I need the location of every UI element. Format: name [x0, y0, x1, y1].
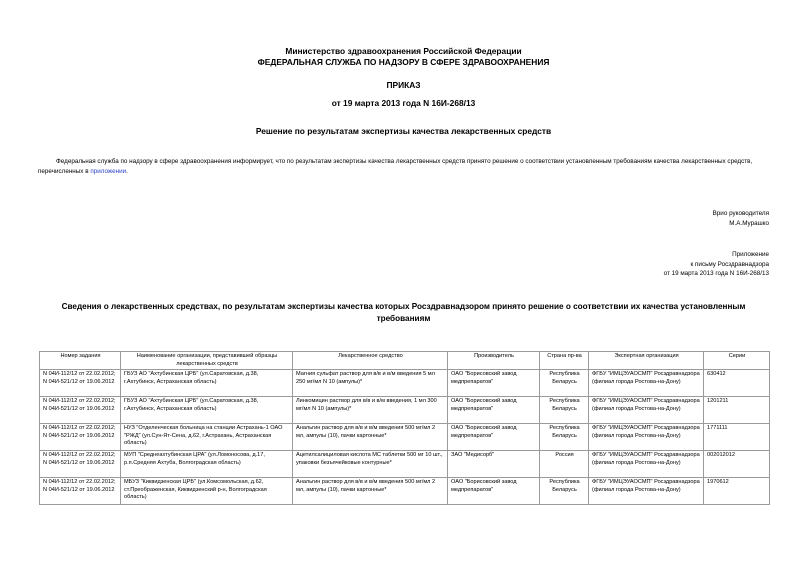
- column-header-maker: Производитель: [448, 352, 540, 370]
- service-title: ФЕДЕРАЛЬНАЯ СЛУЖБА ПО НАДЗОРУ В СФЕРЕ ЗДРАВООХРАНЕНИЯ: [257, 57, 550, 67]
- column-header-country: Страна пр-ва: [540, 352, 589, 370]
- org-cell: МУП "Среднеахтубинская ЦРА" (ул.Ломоносова, д.17, р.п.Средняя Ахтуба, Волгоградская область): [121, 451, 293, 478]
- table-header-row: [40, 352, 770, 370]
- org-cell: ГБУЗ АО "Ахтубинская ЦРБ" (ул.Саратовская, д.38, г.Ахтубинск, Астраханская область): [121, 397, 293, 424]
- task-cell: N 04И-112/12 от 22.02.2012; N 04И-521/12 от 19.06.2012: [40, 424, 121, 451]
- task-cell: N 04И-112/12 от 22.02.2012; N 04И-521/12 от 19.06.2012: [40, 397, 121, 424]
- expert-cell: ФГБУ "ИМЦЭУАОСМП" Росздравнадзора (филиал города Ростова-на-Дону): [589, 397, 704, 424]
- ministry-title: Министерство здравоохранения Российской Федерации: [285, 46, 522, 56]
- series-cell: 1201211: [704, 397, 770, 424]
- country-cell: Республика Беларусь: [540, 424, 589, 451]
- signature-name: М.А.Мурашко: [729, 219, 769, 227]
- intro-paragraph: [38, 157, 771, 177]
- country-cell: Республика Беларусь: [540, 370, 589, 397]
- task-cell: N 04И-112/12 от 22.02.2012; N 04И-521/12 от 19.06.2012: [40, 451, 121, 478]
- expert-cell: ФГБУ "ИМЦЭУАОСМП" Росздравнадзора (филиал города Ростова-на-Дону): [589, 451, 704, 478]
- document-type: ПРИКАЗ: [386, 80, 421, 90]
- table-row: [40, 397, 770, 424]
- maker-cell: ОАО "Борисовский завод медпрепаратов": [448, 478, 540, 505]
- intro-text: Федеральная служба по надзору в сфере здравоохранения информирует, что по результатам экспертизы качества лекарственных средств принято решение о соответствии установленным требованиям качества лекарственных средств, перечисленных в: [38, 158, 753, 175]
- task-cell: N 04И-112/12 от 22.02.2012; N 04И-521/12 от 19.06.2012: [40, 370, 121, 397]
- expert-cell: ФГБУ "ИМЦЭУАОСМП" Росздравнадзора (филиал города Ростова-на-Дону): [589, 478, 704, 505]
- series-cell: 002012012: [704, 451, 770, 478]
- org-cell: НУЗ "Отделенческая больница на станции Астрахань-1 ОАО "РЖД" (ул.Сун-Ят-Сена, д.62, г.Астрахань, Астраханская область): [121, 424, 293, 451]
- series-cell: 630412: [704, 370, 770, 397]
- task-cell: N 04И-112/12 от 22.02.2012; N 04И-521/12 от 19.06.2012: [40, 478, 121, 505]
- org-cell: МБУЗ "Киквидзенская ЦРБ" (ул.Комсомольская, д.62, ст.Преображенская, Киквидзенский р-н, Волгоградская область): [121, 478, 293, 505]
- table-row: [40, 478, 770, 505]
- column-header-org: Наименование организации, представившей образцы лекарственных средств: [121, 352, 293, 370]
- table-row: [40, 424, 770, 451]
- maker-cell: ОАО "Борисовский завод медпрепаратов": [448, 424, 540, 451]
- column-header-drug: Лекарственное средство: [293, 352, 448, 370]
- drug-cell: Анальгин раствор для в/в и в/м введения 500 мг/мл 2 мл, ампулы (10), пачки картонные*: [293, 424, 448, 451]
- document-date: от 19 марта 2013 года N 16И-268/13: [331, 98, 476, 108]
- maker-cell: ЗАО "Медисорб": [448, 451, 540, 478]
- appendix-link[interactable]: приложении: [90, 168, 127, 175]
- drug-cell: Магния сульфат раствор для в/в и в/м введения 5 мл 250 мг/мл N 10 (ампулы)*: [293, 370, 448, 397]
- series-cell: 1771111: [704, 424, 770, 451]
- table-row: [40, 370, 770, 397]
- document-subject: Решение по результатам экспертизы качества лекарственных средств: [255, 126, 552, 136]
- expert-cell: ФГБУ "ИМЦЭУАОСМП" Росздравнадзора (филиал города Ростова-на-Дону): [589, 370, 704, 397]
- maker-cell: ОАО "Борисовский завод медпрепаратов": [448, 370, 540, 397]
- table-row: [40, 451, 770, 478]
- country-cell: Республика Беларусь: [540, 397, 589, 424]
- appendix-title: Приложение: [732, 251, 769, 258]
- signature-position: Врио руководителя: [712, 210, 769, 217]
- drug-cell: Ацетилсалициловая кислота МС таблетки 500 мг 10 шт., упаковки безъячейковые контурные*: [293, 451, 448, 478]
- appendix-to: к письму Росздравнадзора: [690, 260, 769, 268]
- series-cell: 1970612: [704, 478, 770, 505]
- expert-cell: ФГБУ "ИМЦЭУАОСМП" Росздравнадзора (филиал города Ростова-на-Дону): [589, 424, 704, 451]
- column-header-series: Серии: [704, 352, 770, 370]
- country-cell: Республика Беларусь: [540, 478, 589, 505]
- column-header-task: Номер задания: [40, 352, 121, 370]
- column-header-expert: Экспертная организация: [589, 352, 704, 370]
- appendix-block: [664, 250, 769, 279]
- appendix-date: от 19 марта 2013 года N 16И-268/13: [663, 270, 769, 278]
- org-cell: ГБУЗ АО "Ахтубинская ЦРБ" (ул.Саратовская, д.38, г.Ахтубинск, Астраханская область): [121, 370, 293, 397]
- intro-end: .: [126, 168, 128, 175]
- signature-block: [713, 209, 769, 228]
- info-title: Сведения о лекарственных средствах, по результатам экспертизы качества которых Росздравнадзором принято решение о соответствии их качества установленным требованиям: [61, 302, 746, 323]
- drug-cell: Анальгин раствор для в/в и в/м введения 500 мг/мл 2 мл, ампулы (10), пачки картонные*: [293, 478, 448, 505]
- maker-cell: ОАО "Борисовский завод медпрепаратов": [448, 397, 540, 424]
- drug-cell: Линкомицин раствор для в/в и в/м введения, 1 мл 300 мг/мл N 10 (ампулы)*: [293, 397, 448, 424]
- drugs-table: [39, 351, 770, 505]
- country-cell: Россия: [540, 451, 589, 478]
